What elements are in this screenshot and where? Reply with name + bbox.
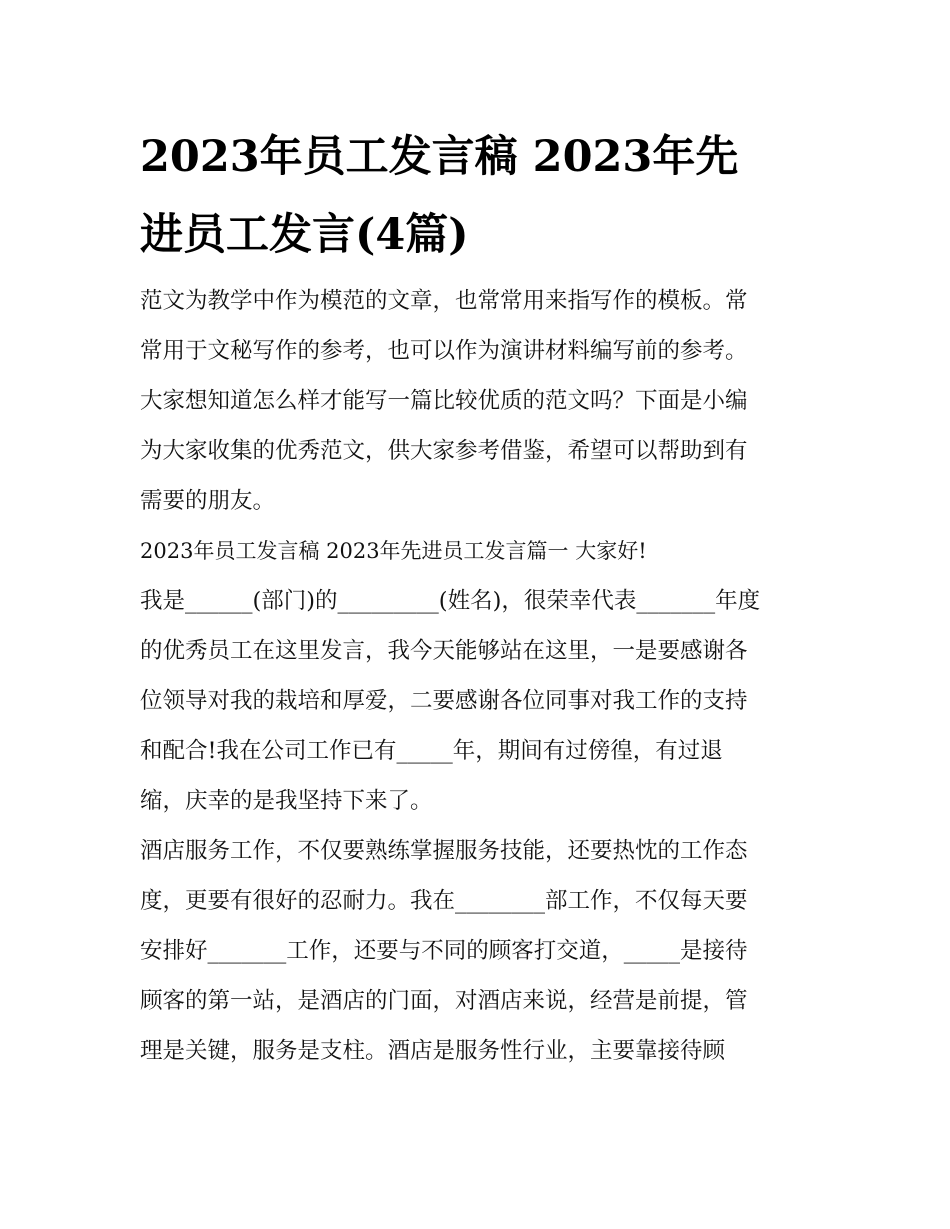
text-line: 缩，庆幸的是我坚持下来了。 (140, 788, 433, 814)
document-title (140, 118, 820, 274)
text-line: 度，更要有很好的忍耐力。我在________部工作，不仅每天要 (140, 888, 748, 914)
text-line: 需要的朋友。 (140, 488, 276, 514)
text-line: 和配合!我在公司工作已有_____年，期间有过傍徨，有过退 (140, 738, 723, 764)
document-body (140, 276, 820, 1076)
text-line: 范文为教学中作为模范的文章，也常常用来指写作的模板。常 (140, 288, 748, 314)
text-line: 大家想知道怎么样才能写一篇比较优质的范文吗？下面是小编 (140, 388, 748, 414)
text-line: 安排好_______工作，还要与不同的顾客打交道，_____是接待 (140, 938, 748, 964)
intro-paragraph (140, 276, 820, 526)
text-line: 常用于文秘写作的参考，也可以作为演讲材料编写前的参考。 (140, 338, 748, 364)
section-heading-paragraph (140, 526, 820, 576)
section-heading: 2023年员工发言稿 2023年先进员工发言篇一 大家好! (140, 539, 647, 563)
text-line: 我是______(部门)的_________(姓名)，很荣幸代表_______年度 (140, 588, 761, 614)
speech-paragraph-2 (140, 826, 820, 1076)
title-line-1: 2023年员工发言稿 2023年先 (140, 132, 739, 182)
text-line: 的优秀员工在这里发言，我今天能够站在这里，一是要感谢各 (140, 638, 748, 664)
title-line-2: 进员工发言(4篇) (140, 210, 469, 260)
text-line: 为大家收集的优秀范文，供大家参考借鉴，希望可以帮助到有 (140, 438, 748, 464)
text-line: 位领导对我的栽培和厚爱，二要感谢各位同事对我工作的支持 (140, 688, 748, 714)
text-line: 酒店服务工作，不仅要熟练掌握服务技能，还要热忱的工作态 (140, 838, 748, 864)
text-line: 理是关键，服务是支柱。酒店是服务性行业，主要靠接待顾 (140, 1038, 726, 1064)
speech-paragraph-1 (140, 576, 820, 826)
text-line: 顾客的第一站，是酒店的门面，对酒店来说，经营是前提，管 (140, 988, 748, 1014)
